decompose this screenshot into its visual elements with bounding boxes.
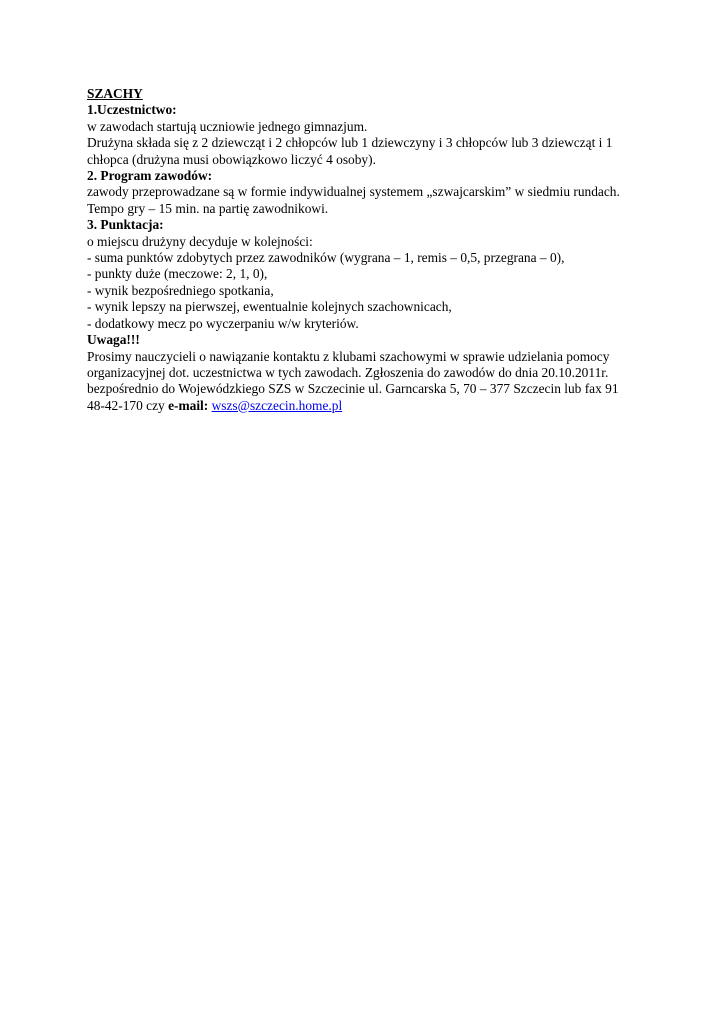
note-line-4 [87,398,647,414]
scoring-list-item: - wynik lepszy na pierwszej, ewentualnie kolejnych szachownicach, [87,299,452,315]
document-body [87,86,647,414]
section-heading-participation: 1.Uczestnictwo: [87,102,177,118]
scoring-list-item: - punkty duże (meczowe: 2, 1, 0), [87,266,268,282]
section-heading-scoring: 3. Punktacja: [87,217,164,233]
document-title: SZACHY [87,86,143,101]
program-line-2: Tempo gry – 15 min. na partię zawodnikowi. [87,200,329,216]
scoring-list-item: - dodatkowy mecz po wyczerpaniu w/w kryteriów. [87,315,359,331]
participation-line-2: Drużyna składa się z 2 dziewcząt i 2 chłopców lub 1 dziewczyny i 3 chłopców lub 3 dziewcząt i 1 [87,135,613,151]
program-line-1: zawody przeprowadzane są w formie indywidualnej systemem „szwajcarskim” w siedmiu rundach. [87,184,620,200]
note-line-2: organizacyjnej dot. uczestnictwa w tych zawodach. Zgłoszenia do zawodów do dnia 20.10.2011r. [87,364,609,380]
fax-number-text: 48-42-170 czy [87,397,169,413]
section-heading-program: 2. Program zawodów: [87,168,213,184]
scoring-list-item: - wynik bezpośredniego spotkania, [87,282,274,298]
note-heading: Uwaga!!! [87,332,140,348]
scoring-list-item: - suma punktów zdobytych przez zawodników (wygrana – 1, remis – 0,5, przegrana – 0), [87,250,565,266]
email-label: e-mail: [168,397,209,413]
scoring-intro: o miejscu drużyny decyduje w kolejności: [87,233,313,249]
participation-line-1: w zawodach startują uczniowie jednego gimnazjum. [87,118,368,134]
note-line-1: Prosimy nauczycieli o nawiązanie kontaktu z klubami szachowymi w sprawie udzielania pomocy [87,348,610,364]
email-link[interactable]: wszs@szczecin.home.pl [211,397,343,413]
note-line-3: bezpośrednio do Wojewódzkiego SZS w Szczecinie ul. Garncarska 5, 70 – 377 Szczecin lub fax 91 [87,381,619,397]
participation-line-3: chłopca (drużyna musi obowiązkowo liczyć 4 osoby). [87,151,376,167]
